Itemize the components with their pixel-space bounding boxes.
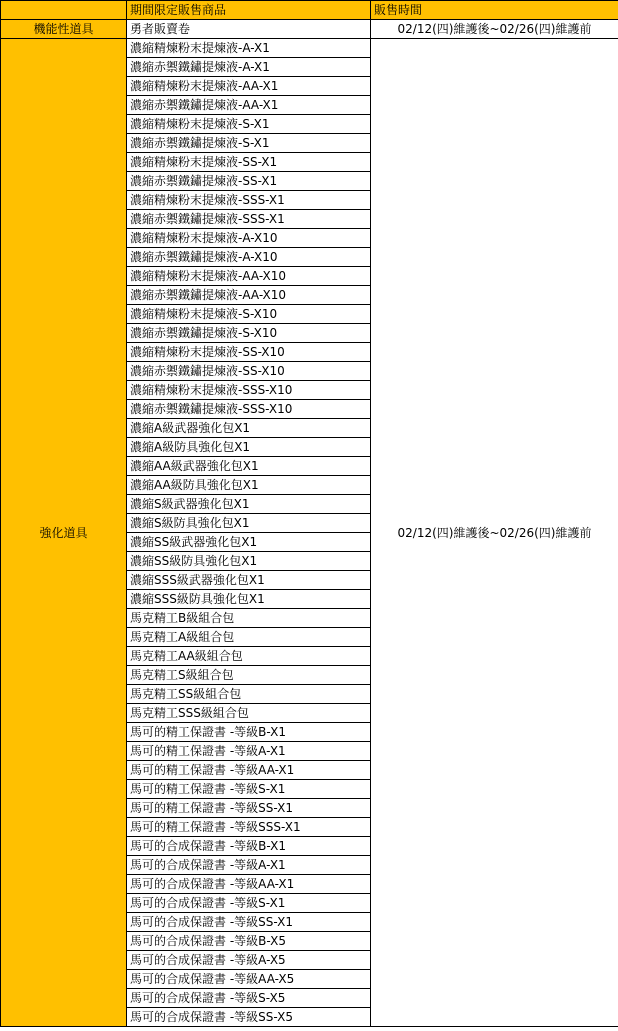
header-time-cell: 販售時間	[371, 1, 618, 20]
item-cell: 濃縮赤禦鐵鏽提煉液-SSS-X10	[127, 400, 371, 419]
item-cell: 濃縮S級武器強化包X1	[127, 495, 371, 514]
item-cell: 濃縮精煉粉末提煉液-SS-X1	[127, 153, 371, 172]
item-cell: 濃縮精煉粉末提煉液-A-X1	[127, 39, 371, 58]
item-cell: 馬克精工A級組合包	[127, 628, 371, 647]
header-row	[1, 1, 618, 20]
item-cell: 馬可的精工保證書 -等級B-X1	[127, 723, 371, 742]
table-row	[1, 20, 618, 39]
item-cell: 濃縮赤禦鐵鏽提煉液-AA-X10	[127, 286, 371, 305]
sales-table-body	[1, 1, 618, 1027]
item-cell: 濃縮AA級武器強化包X1	[127, 457, 371, 476]
item-cell: 濃縮S級防具強化包X1	[127, 514, 371, 533]
item-cell: 濃縮赤禦鐵鏽提煉液-A-X10	[127, 248, 371, 267]
item-cell: 濃縮SSS級武器強化包X1	[127, 571, 371, 590]
table-row	[1, 39, 618, 58]
item-cell: 馬可的合成保證書 -等級AA-X1	[127, 875, 371, 894]
item-cell: 馬可的合成保證書 -等級B-X5	[127, 932, 371, 951]
item-cell: 濃縮精煉粉末提煉液-AA-X1	[127, 77, 371, 96]
item-cell: 濃縮SS級武器強化包X1	[127, 533, 371, 552]
category-functional: 機能性道具	[1, 20, 127, 39]
item-cell: 濃縮赤禦鐵鏽提煉液-S-X1	[127, 134, 371, 153]
item-cell: 濃縮赤禦鐵鏽提煉液-AA-X1	[127, 96, 371, 115]
item-cell: 馬可的合成保證書 -等級S-X5	[127, 989, 371, 1008]
item-cell: 濃縮A級防具強化包X1	[127, 438, 371, 457]
item-cell: 濃縮AA級防具強化包X1	[127, 476, 371, 495]
item-cell: 馬可的合成保證書 -等級A-X1	[127, 856, 371, 875]
header-category-cell	[1, 1, 127, 20]
item-cell: 馬可的合成保證書 -等級SS-X5	[127, 1008, 371, 1027]
item-cell: 馬可的合成保證書 -等級AA-X5	[127, 970, 371, 989]
item-cell: 馬可的合成保證書 -等級S-X1	[127, 894, 371, 913]
item-cell: 馬可的精工保證書 -等級A-X1	[127, 742, 371, 761]
item-cell: 馬克精工S級組合包	[127, 666, 371, 685]
item-cell: 濃縮赤禦鐵鏽提煉液-SSS-X1	[127, 210, 371, 229]
sale-time-cell: 02/12(四)維護後~02/26(四)維護前	[371, 39, 618, 1027]
item-cell: 馬克精工B級組合包	[127, 609, 371, 628]
header-item-cell: 期間限定販售商品	[127, 1, 371, 20]
item-cell: 濃縮SSS級防具強化包X1	[127, 590, 371, 609]
item-cell: 濃縮A級武器強化包X1	[127, 419, 371, 438]
item-cell: 馬可的精工保證書 -等級AA-X1	[127, 761, 371, 780]
item-cell: 濃縮赤禦鐵鏽提煉液-A-X1	[127, 58, 371, 77]
item-cell: 馬克精工SS級組合包	[127, 685, 371, 704]
item-cell: 馬克精工AA級組合包	[127, 647, 371, 666]
item-cell: 濃縮赤禦鐵鏽提煉液-SS-X10	[127, 362, 371, 381]
sale-time-cell: 02/12(四)維護後~02/26(四)維護前	[371, 20, 618, 39]
item-cell: 勇者販賣卷	[127, 20, 371, 39]
item-cell: 濃縮精煉粉末提煉液-AA-X10	[127, 267, 371, 286]
item-cell: 濃縮赤禦鐵鏽提煉液-SS-X1	[127, 172, 371, 191]
item-cell: 濃縮精煉粉末提煉液-S-X10	[127, 305, 371, 324]
item-cell: 馬可的精工保證書 -等級SS-X1	[127, 799, 371, 818]
item-cell: 馬可的合成保證書 -等級SS-X1	[127, 913, 371, 932]
category-enhance: 強化道具	[1, 39, 127, 1027]
item-cell: 濃縮精煉粉末提煉液-SS-X10	[127, 343, 371, 362]
item-cell: 濃縮精煉粉末提煉液-S-X1	[127, 115, 371, 134]
item-cell: 濃縮精煉粉末提煉液-SSS-X1	[127, 191, 371, 210]
item-cell: 馬可的精工保證書 -等級S-X1	[127, 780, 371, 799]
item-cell: 濃縮赤禦鐵鏽提煉液-S-X10	[127, 324, 371, 343]
item-cell: 濃縮精煉粉末提煉液-A-X10	[127, 229, 371, 248]
item-cell: 馬可的合成保證書 -等級B-X1	[127, 837, 371, 856]
item-cell: 馬可的合成保證書 -等級A-X5	[127, 951, 371, 970]
item-cell: 濃縮精煉粉末提煉液-SSS-X10	[127, 381, 371, 400]
item-cell: 馬可的精工保證書 -等級SSS-X1	[127, 818, 371, 837]
item-cell: 濃縮SS級防具強化包X1	[127, 552, 371, 571]
item-cell: 馬克精工SSS級組合包	[127, 704, 371, 723]
